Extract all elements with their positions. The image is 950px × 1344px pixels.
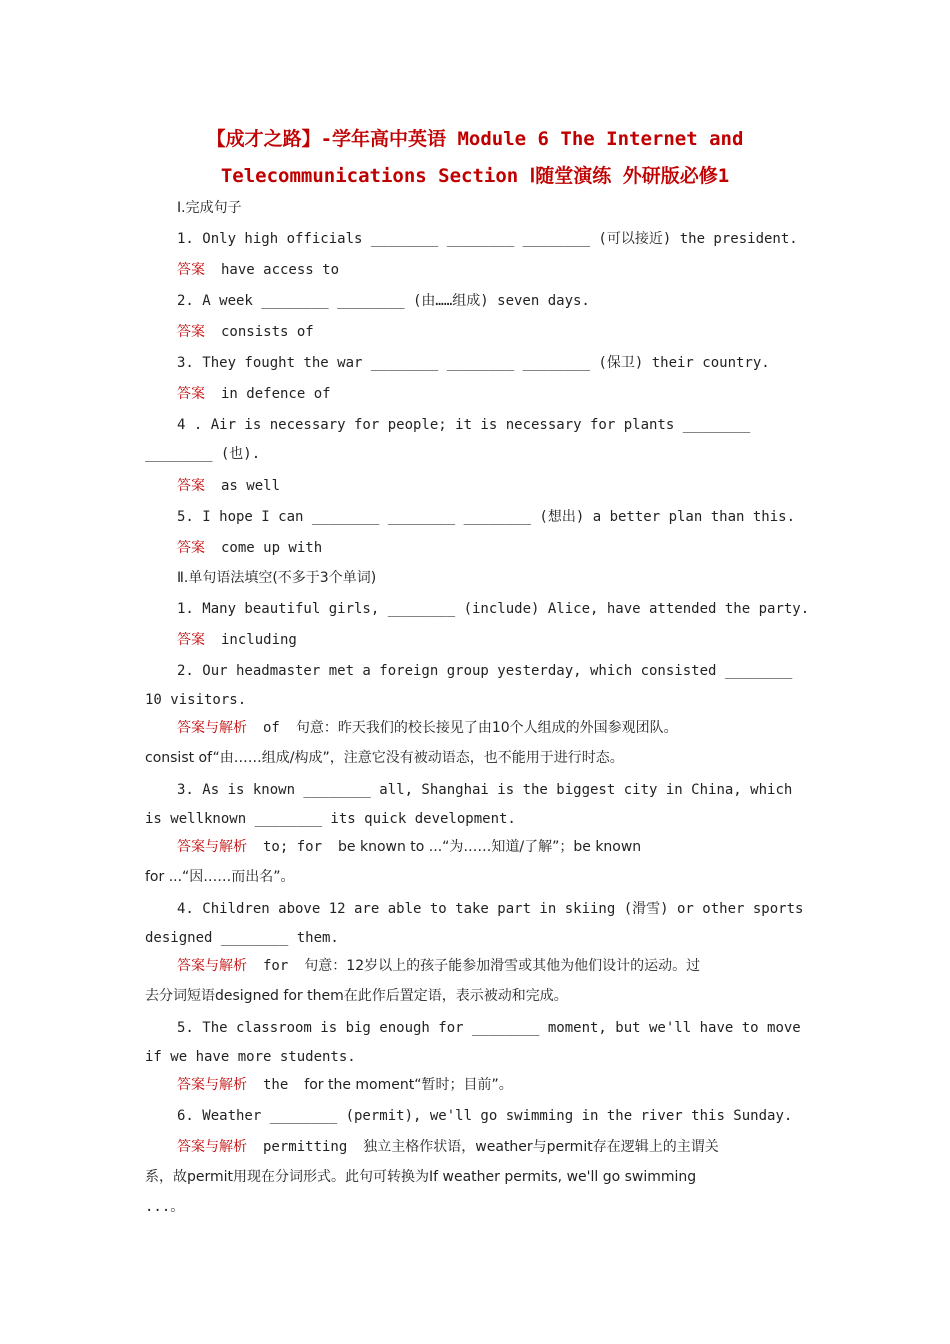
s2-e6-line3: ...。 [145,1199,185,1215]
document-title-line-2: Telecommunications Section Ⅰ随堂演练 外研版必修1 [220,165,730,187]
document-title-line-1: 【成才之路】-学年高中英语 Module 6 The Internet and [206,128,744,150]
s2-q1: 1. Many beautiful girls, ________ (include) Alice, have attended the party. [177,601,810,617]
answer-text: the [263,1077,289,1093]
section1-heading: Ⅰ.完成句子 [177,200,242,216]
s1-q4-line2: ________ (也). [145,446,261,462]
answer-text: come up with [221,540,323,556]
s1-q3: 3. They fought the war ________ ________ ________ (保卫) their country. [177,355,770,371]
answer-text: to; for [263,839,323,855]
answer-text: in defence of [221,386,331,402]
s1-q2: 2. A week ________ ________ (由……组成) seven days. [177,293,590,309]
s1-a3 [177,384,331,404]
answer-label: 答案 [177,478,205,494]
s2-q4-line2: designed ________ them. [145,930,339,946]
answer-text: for [263,958,289,974]
answer-text: consists of [221,324,314,340]
answer-label: 答案 [177,632,205,648]
s1-a4 [177,476,280,496]
s2-q2-line2: 10 visitors. [145,692,247,708]
answer-explain-label: 答案与解析 [177,958,247,974]
answer-text: permitting [263,1139,348,1155]
explanation-text: be known to ...“为……知道/了解”；be known [338,839,642,855]
s2-a6 [177,1137,719,1157]
s2-e2-line2: consist of“由……组成/构成”，注意它没有被动语态，也不能用于进行时态。 [145,750,624,766]
s2-e4-line2: 去分词短语designed for them在此作后置定语，表示被动和完成。 [145,988,568,1004]
s2-q3-line2: is wellknown ________ its quick development. [145,811,516,827]
answer-explain-label: 答案与解析 [177,1077,247,1093]
s1-q1: 1. Only high officials ________ ________ ________ (可以接近) the president. [177,231,798,247]
s2-q6: 6. Weather ________ (permit), we'll go swimming in the river this Sunday. [177,1108,793,1124]
answer-explain-label: 答案与解析 [177,720,247,736]
answer-label: 答案 [177,540,205,556]
s2-q4-line1: 4. Children above 12 are able to take part in skiing (滑雪) or other sports [177,901,804,917]
s1-a5 [177,538,322,558]
s2-e6-line2: 系，故permit用现在分词形式。此句可转换为If weather permits, we'll go swimming [145,1169,697,1185]
s1-q4-line1: 4 . Air is necessary for people; it is necessary for plants ________ [177,417,751,433]
answer-text: of [263,720,280,736]
explanation-text: 句意：昨天我们的校长接见了由10个人组成的外国参观团队。 [295,720,678,736]
s2-a3 [177,837,641,857]
answer-label: 答案 [177,324,205,340]
s2-a2 [177,718,678,738]
s2-a1 [177,630,297,650]
explanation-text: 句意：12岁以上的孩子能参加滑雪或其他为他们设计的运动。过 [304,958,701,974]
answer-explain-label: 答案与解析 [177,839,247,855]
section2-heading: Ⅱ.单句语法填空(不多于3个单词) [177,570,377,586]
answer-text: as well [221,478,281,494]
answer-explain-label: 答案与解析 [177,1139,247,1155]
answer-label: 答案 [177,386,205,402]
s2-q5-line2: if we have more students. [145,1049,356,1065]
s1-a1 [177,260,339,280]
answer-text: have access to [221,262,340,278]
s2-a5 [177,1075,513,1095]
s1-a2 [177,322,314,342]
s2-q2-line1: 2. Our headmaster met a foreign group yesterday, which consisted ________ [177,663,793,679]
explanation-text: 独立主格作状语，weather与permit存在逻辑上的主谓关 [363,1139,719,1155]
answer-label: 答案 [177,262,205,278]
s2-q5-line1: 5. The classroom is big enough for ________ moment, but we'll have to move [177,1020,801,1036]
s2-q3-line1: 3. As is known ________ all, Shanghai is the biggest city in China, which [177,782,793,798]
s2-a4 [177,956,700,976]
explanation-text: for the moment“暂时；目前”。 [304,1077,513,1093]
s2-e3-line2: for ...“因……而出名”。 [145,869,295,885]
answer-text: including [221,632,297,648]
s1-q5: 5. I hope I can ________ ________ ________ (想出) a better plan than this. [177,509,796,525]
